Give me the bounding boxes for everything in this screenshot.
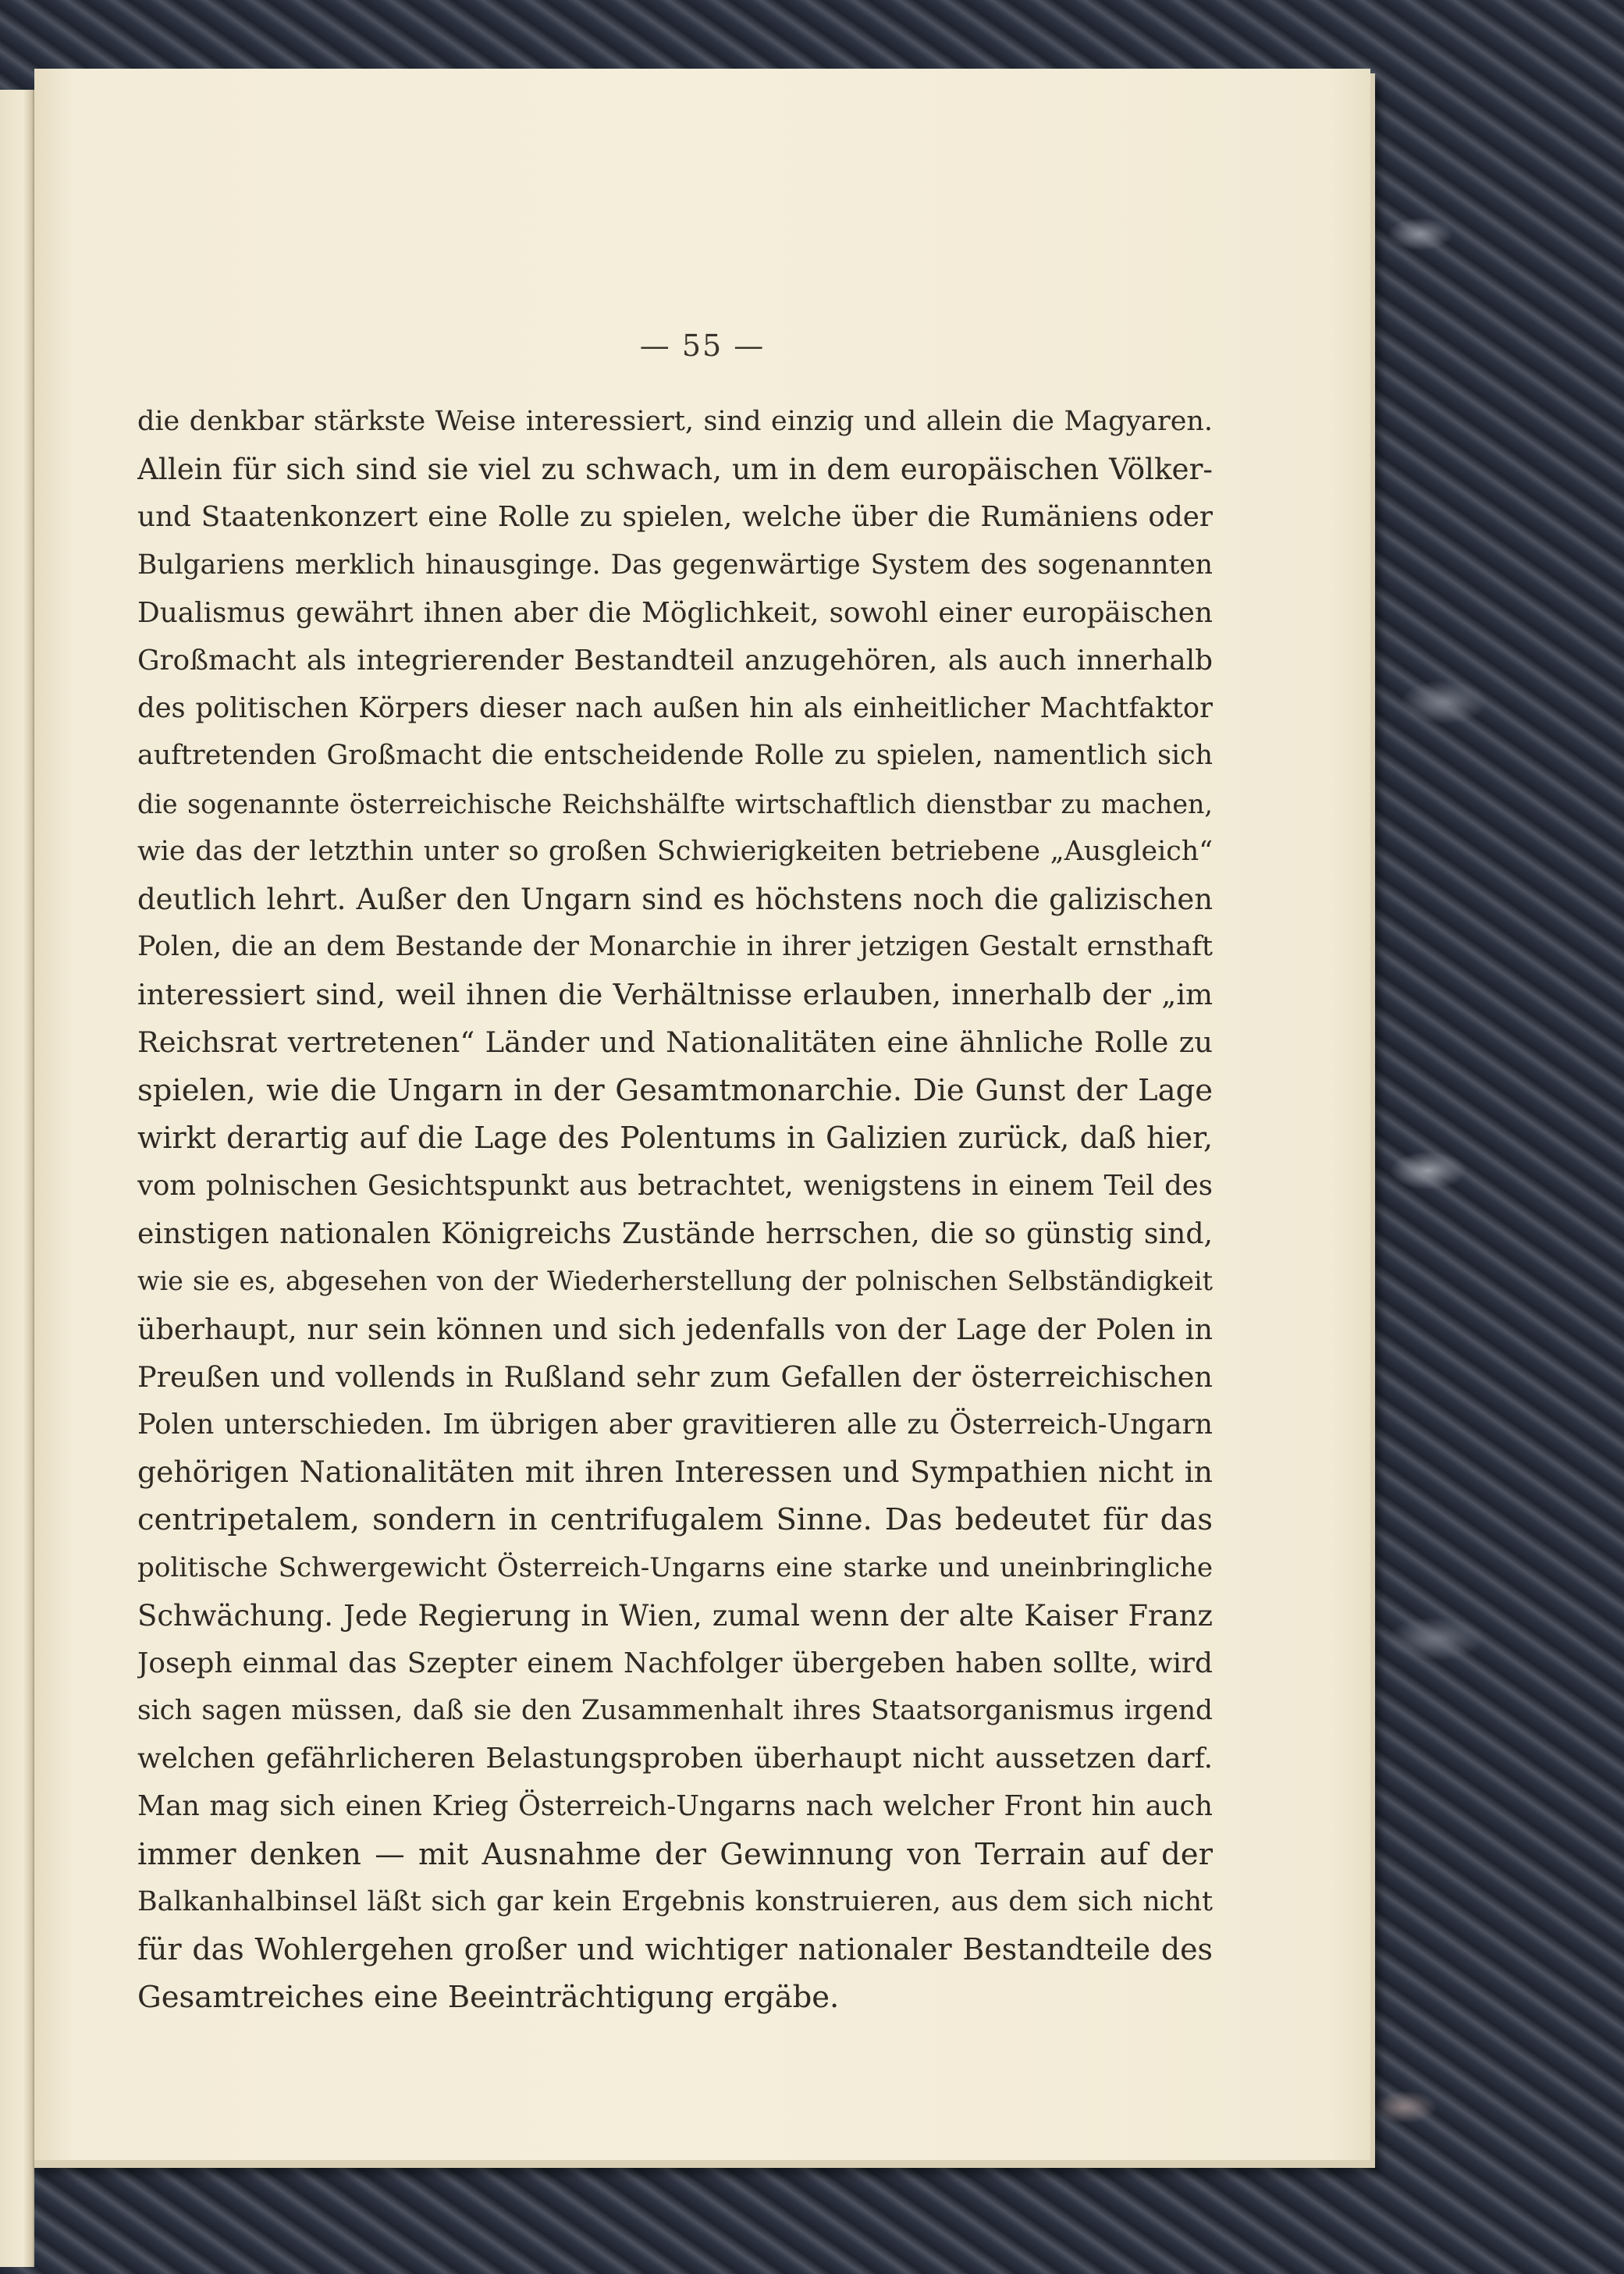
text-line: Gesamtreiches eine Beeinträchtigung ergäbe. (137, 1980, 840, 2016)
text-line: des politischen Körpers dieser nach außen hin als einheitlicher Machtfaktor (137, 692, 1213, 725)
text-line: wie das der letzthin unter so großen Schwierigkeiten betriebene „Ausgleich“ (137, 835, 1213, 867)
text-line: Allein für sich sind sie viel zu schwach, um in dem europäischen Völker- (137, 452, 1213, 487)
text-line: deutlich lehrt. Außer den Ungarn sind es höchstens noch die galizischen (137, 882, 1213, 916)
text-line: auftretenden Großmacht die entscheidende Rolle zu spielen, namentlich sich (137, 740, 1213, 772)
text-line: vom polnischen Gesichtspunkt aus betrachtet, wenigstens in einem Teil des (137, 1170, 1213, 1202)
text-line: die denkbar stärkste Weise interessiert, sind einzig und allein die Magyaren. (137, 406, 1213, 437)
text-line: Polen, die an dem Bestande der Monarchie in ihrer jetzigen Gestalt ernsthaft (137, 931, 1213, 963)
text-line: Joseph einmal das Szepter einem Nachfolger übergeben haben sollte, wird (137, 1647, 1213, 1679)
text-line: Bulgariens merklich hinausginge. Das gegenwärtige System des sogenannten (137, 549, 1213, 581)
text-line: interessiert sind, weil ihnen die Verhältnisse erlauben, innerhalb der „im (137, 978, 1213, 1012)
text-line: gehörigen Nationalitäten mit ihren Interessen und Sympathien nicht in (137, 1455, 1213, 1490)
text-line: Dualismus gewährt ihnen aber die Möglichkeit, sowohl einer europäischen (137, 596, 1213, 629)
body-text (137, 398, 1213, 2021)
text-line: spielen, wie die Ungarn in der Gesamtmonarchie. Die Gunst der Lage (137, 1072, 1213, 1108)
text-line: Man mag sich einen Krieg Österreich-Ungarns nach welcher Front hin auch (137, 1790, 1213, 1823)
text-line: die sogenannte österreichische Reichshälfte wirtschaftlich dienstbar zu machen, (137, 788, 1213, 819)
text-line: für das Wohlergehen großer und wichtiger nationaler Bestandteile des (137, 1932, 1213, 1967)
text-line: welchen gefährlicheren Belastungsproben überhaupt nicht aussetzen darf. (137, 1743, 1213, 1775)
text-line: wirkt derartig auf die Lage des Polentums in Galizien zurück, daß hier, (137, 1120, 1213, 1155)
text-line: Reichsrat vertretenen“ Länder und Nationalitäten eine ähnliche Rolle zu (137, 1025, 1213, 1060)
facing-page-edge (0, 90, 34, 2267)
text-line: Großmacht als integrierender Bestandteil anzugehören, als auch innerhalb (137, 644, 1213, 677)
text-line: Balkanhalbinsel läßt sich gar kein Ergebnis konstruieren, aus dem sich nicht (137, 1885, 1213, 1917)
text-line: einstigen nationalen Königreichs Zustände herrschen, die so günstig sind, (137, 1217, 1213, 1251)
text-line: Schwächung. Jede Regierung in Wien, zumal wenn der alte Kaiser Franz (137, 1598, 1213, 1633)
text-line: Polen unterschieden. Im übrigen aber gravitieren alle zu Österreich-Ungarn (137, 1408, 1213, 1441)
text-line: überhaupt, nur sein können und sich jedenfalls von der Lage der Polen in (137, 1312, 1213, 1346)
page-number: — 55 — (639, 329, 766, 363)
text-line: politische Schwergewicht Österreich-Ungarns eine starke und uneinbringliche (137, 1551, 1213, 1583)
text-line: centripetalem, sondern in centrifugalem Sinne. Das bedeutet für das (137, 1502, 1213, 1538)
text-line: immer denken — mit Ausnahme der Gewinnung von Terrain auf der (137, 1836, 1213, 1872)
text-line: und Staatenkonzert eine Rolle zu spielen, welche über die Rumäniens oder (137, 501, 1213, 534)
book-page (34, 69, 1370, 2160)
text-line: Preußen und vollends in Rußland sehr zum Gefallen der österreichischen (137, 1359, 1213, 1394)
text-line: wie sie es, abgesehen von der Wiederherstellung der polnischen Selbständigkeit (137, 1266, 1213, 1297)
text-line: sich sagen müssen, daß sie den Zusammenhalt ihres Staatsorganismus irgend (137, 1695, 1213, 1727)
